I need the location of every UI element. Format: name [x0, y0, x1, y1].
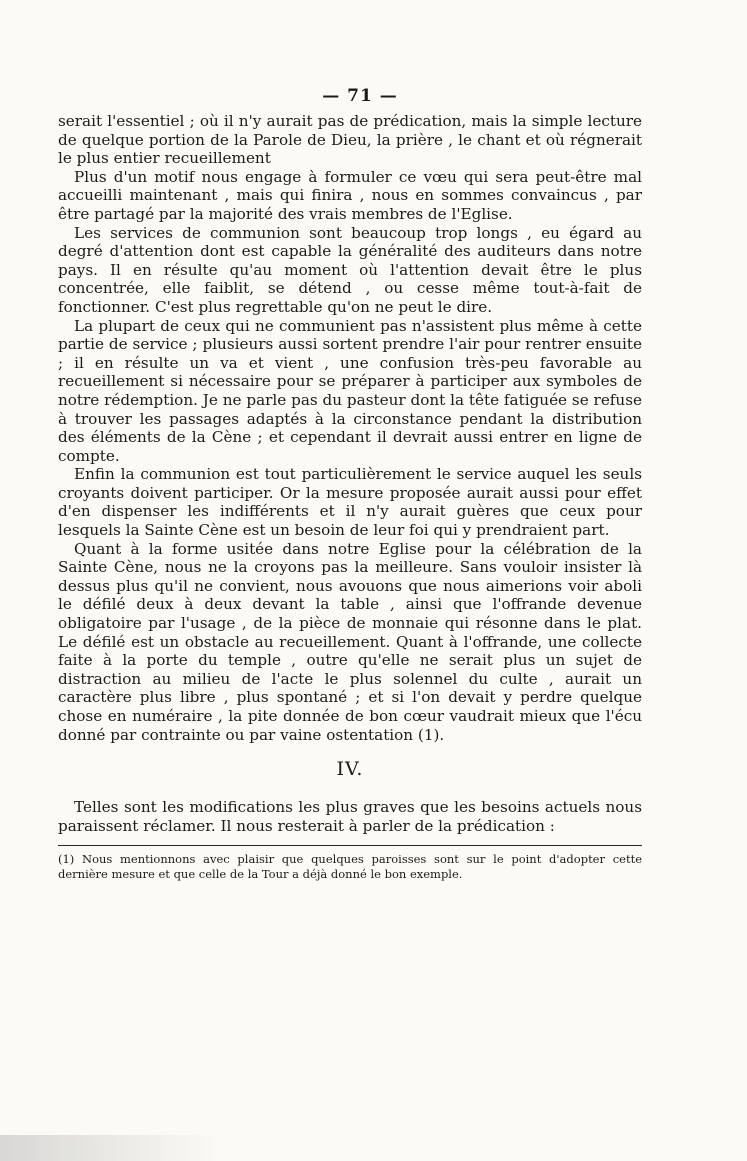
footnote: (1) Nous mentionnons avec plaisir que quelques paroisses sont sur le point d'adopter cette dernière mesure et que celle de la Tour a déjà donné le bon exemple. — [58, 852, 642, 882]
closing-paragraph: Telles sont les modifications les plus graves que les besoins actuels nous paraissent réclamer. Il nous resterait à parler de la prédication : — [58, 798, 642, 835]
paragraph-2: Plus d'un motif nous engage à formuler ce vœu qui sera peut-être mal accueilli maintenant , mais qui finira , nous en sommes convaincus , par être partagé par la majorité des vrais membres de l'Eglise. — [58, 167, 642, 223]
scan-smudge — [0, 1135, 220, 1161]
paragraph-1: serait l'essentiel ; où il n'y aurait pas de prédication, mais la simple lecture de quelque portion de la Parole de Dieu, la prière , le chant et où régnerait le plus entier recueillement — [58, 112, 642, 168]
paragraph-5: Enfin la communion est tout particulièrement le service auquel les seuls croyants doivent participer. Or la mesure proposée aurait aussi pour effet d'en dispenser les indifférents et il n'y aurait guères que ceux pour lesquels la Sainte Cène est un besoin de leur foi qui y prendraient part. — [58, 465, 642, 540]
page-number: — 71 — — [322, 86, 398, 106]
book-page — [58, 86, 642, 882]
footnote-divider — [58, 845, 642, 846]
paragraph-3: Les services de communion sont beaucoup trop longs , eu égard au degré d'attention dont est capable la généralité des auditeurs dans notre pays. Il en résulte qu'au moment où l'attention devait être le plus concentrée, elle faiblit, se détend , ou cesse même tout-à-fait de fonctionner. C'est plus regrettable qu'on ne peut le dire. — [58, 223, 642, 316]
paragraph-6: Quant à la forme usitée dans notre Eglise pour la célébration de la Sainte Cène, nous ne la croyons pas la meilleure. Sans vouloir insister là dessus plus qu'il ne convient, nous avouons que nous aimerions voir aboli le défilé deux à deux devant la table , ainsi que l'offrande devenue obligatoire par l'usage , de la pièce de monnaie qui résonne dans le plat. Le défilé est un obstacle au recueillement. Quant à l'offrande, une collecte faite à la porte du temple , outre qu'elle ne serait plus un sujet de distraction au milieu de l'acte le plus solennel du culte , aurait un caractère plus libre , plus spontané ; et si l'on devait y perdre quelque chose en numéraire , la pite donnée de bon cœur vaudrait mieux que l'écu donné par contrainte ou par vaine ostentation (1). — [58, 539, 642, 744]
paragraph-4: La plupart de ceux qui ne communient pas n'assistent plus même à cette partie de service ; plusieurs aussi sortent prendre l'air pour rentrer ensuite ; il en résulte un va et vient , une confusion très-peu favorable au recueillement si nécessaire pour se préparer à participer aux symboles de notre rédemption. Je ne parle pas du pasteur dont la tête fatiguée se refuse à trouver les passages adaptés à la circonstance pendant la distribution des éléments de la Cène ; et cependant il devrait aussi entrer en ligne de compte. — [58, 316, 642, 465]
section-heading: IV. — [336, 758, 364, 781]
